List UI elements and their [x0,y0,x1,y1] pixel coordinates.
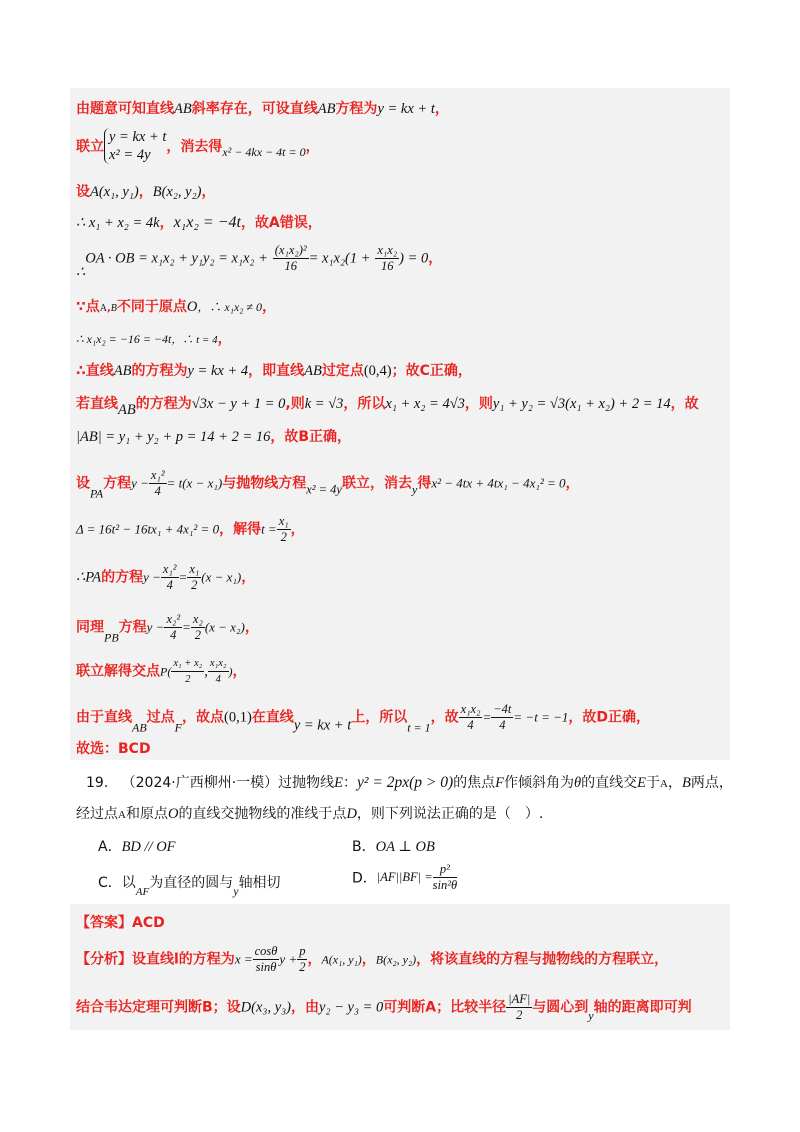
fraction: $\frac{\text{x₁x₂}}{4}$ [460,702,481,732]
question-19-line-1: 19. （2024·广西柳州·一模）过抛物线E：y² = 2px(p > 0)的焦点F作倾斜角为θ的直线交E于A，B两点， [86,774,733,791]
solution-line-3: 设A(x₁, y₁)，B(x₂, y₂)， [76,184,216,200]
fraction: $\frac{p}{2}$ [299,944,306,974]
fraction: $\frac{\text{x₁}}{2}$ [189,562,200,592]
solution-line-1: 由题意可知直线AB斜率存在，可设直线AB方程为y = kx + t， [76,101,449,117]
answer-label: 【答案】ACD [76,915,165,931]
analysis-line-2: 结合韦达定理可判断B；设D(x₃, y₃)，由y₂ − y₃ = 0可判断A；比较半径 $\frac{|AF|}{2}$ 与圆心到y轴的距离即可判 [76,992,692,1023]
fraction: $\frac{\cos\theta}{\sin\theta}$ [254,944,278,974]
fraction: $\frac{\text{x₁x₂}}{16}$ [377,243,398,273]
option-a: A．BD // OF [98,839,176,855]
fraction: $\frac{\text{x₁}}{2}$ [278,514,289,544]
analysis-line-1: 【分析】设直线l的方程为x = $\frac{\cos\theta}{\sin\theta}$ y + $\frac{p}{2}$ ，A(x₁, y₁)，B(x₂, y₂)，将该直线的方程与抛物线的方程联立， [76,944,669,974]
fraction: $\frac{\text{x₁²}}{4}$ [162,562,177,592]
solution-line-16: 由于直线AB过点F，故点(0,1)在直线y = kx + t上，所以t = 1，故 $\frac{\text{x₁x₂}}{4}$ = $\frac{-4t}{4}$ = −t = −1，故D正确， [76,702,650,735]
question-19-line-2: 经过点A和原点O的直线交抛物线的准线于点D，则下列说法正确的是（ ）. [76,806,544,822]
fraction: $\frac{\text{(x₁x₂)²}}{16}$ [274,243,307,273]
solution-line-8: ∴直线AB的方程为y = kx + 4，即直线AB过定点(0,4)；故C正确， [76,363,472,379]
solution-line-7: ∴ x₁x₂ = −16 = −4t，∴ t = 4， [76,331,232,347]
solution-line-11: 设PA方程y − $\frac{\text{x₁²}}{4}$ = t(x − x₁)与抛物线方程x² = 4y联立，消去y得x² − 4tx + 4tx₁ − 4x₁² = 0， [76,468,580,501]
final-answer-line: 故选：BCD [76,741,151,757]
solution-line-14: 同理PB方程y − $\frac{\text{x₂²}}{4}$ = $\frac{\text{x₂}}{2}$ (x − x₂)， [76,612,259,645]
option-c: C．以$_{AF}$为直径的圆与y轴相切 [98,875,281,898]
solution-line-4: ∴ x₁ + x₂ = 4k，x₁x₂ = −4t，故A错误， [76,214,322,231]
solution-line-9: 若直线AB的方程为√3x − y + 1 = 0,则k = √3，所以x₁ + x₂ = 4√3，则y₁ + y₂ = √3(x₁ + x₂) + 2 = 14，故 [76,396,699,418]
equation-system: y = kx + t x² = 4y [104,128,166,164]
solution-line-10: |AB| = y₁ + y₂ + p = 14 + 2 = 16，故B正确， [76,429,352,445]
fraction: $\frac{\text{x₁ + x₂}}{2}$ [173,658,203,685]
solution-line-5: ∴OA · OB = x₁x₂ + y₁y₂ = x₁x₂ + $\frac{\text{(x₁x₂)²}}{16}$ = x₁x₂(1 + $\frac{\text{x₁x₂}}{16}$ ) = 0， [76,243,443,281]
fraction: $\frac{\text{x₂²}}{4}$ [166,612,181,642]
fraction: $\frac{|AF|}{2}$ [508,992,531,1022]
solution-line-15: 联立解得交点P( $\frac{\text{x₁ + x₂}}{2}$ , $\frac{\text{x₁x₂}}{4}$ )， [76,658,247,685]
solution-line-12: Δ = 16t² − 16tx₁ + 4x₁² = 0，解得t = $\frac{\text{x₁}}{2}$ ， [76,514,305,544]
solution-line-2: 联立 y = kx + t x² = 4y ，消去得x² − 4kx − 4t = 0， [76,129,320,163]
solution-line-13: ∴PA的方程y − $\frac{\text{x₁²}}{4}$ = $\frac{\text{x₁}}{2}$ (x − x₁)， [76,562,256,592]
fraction: $\frac{\text{x₁²}}{4}$ [150,468,165,498]
option-d: D．|AF||BF| = $\frac{\text{p²}}{\text{sin²θ}}$ [352,862,458,892]
solution-line-6: ∵点A,B不同于原点O，∴ x₁x₂ ≠ 0， [76,299,276,315]
fraction: $\frac{-4t}{4}$ [493,702,512,732]
fraction: $\frac{\text{x₂}}{2}$ [192,612,203,642]
fraction: $\frac{\text{x₁x₂}}{4}$ [209,658,227,685]
option-b: B．OA ⊥ OB [352,839,435,855]
fraction: $\frac{\text{p²}}{\text{sin²θ}}$ [432,862,458,892]
